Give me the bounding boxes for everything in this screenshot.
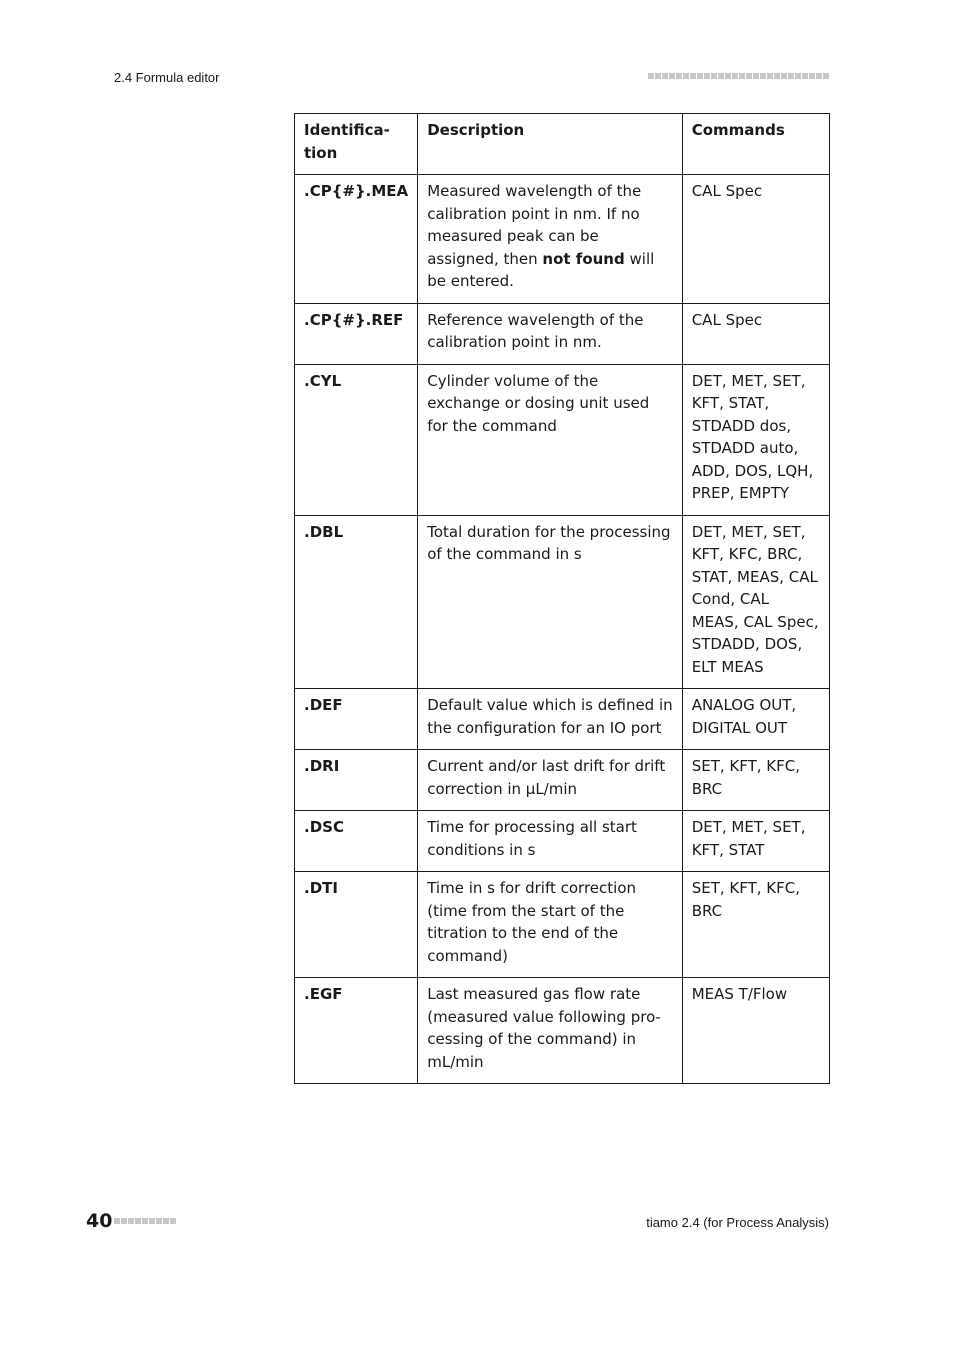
row-commands: SET, KFT, KFC, BRC [682,750,829,811]
row-commands: ANALOG OUT, DIGITAL OUT [682,689,829,750]
row-identification: .DEF [295,689,418,750]
row-description: Cylinder volume of the exchange or dosing unit used for the command [418,364,682,515]
row-identification: .DBL [295,515,418,689]
running-header-section: 2.4 Formula editor [114,70,220,85]
column-header-commands: Commands [682,114,829,175]
table-row [295,978,830,1084]
row-commands: MEAS T/Flow [682,978,829,1084]
row-commands: DET, MET, SET, KFT, KFC, BRC, STAT, MEAS, CAL Cond, CAL MEAS, CAL Spec, STDADD, DOS, ELT MEAS [682,515,829,689]
row-description: Current and/or last drift for drift correction in µL/min [418,750,682,811]
row-description: Last measured gas flow rate (measured value following processing of the command) in mL/min [418,978,682,1084]
row-commands: CAL Spec [682,175,829,304]
row-identification: .DSC [295,811,418,872]
page-number: 40 [86,1210,113,1232]
table-row [295,515,830,689]
header-decoration-squares [648,73,829,79]
row-description: Time for processing all start conditions in s [418,811,682,872]
variables-table [294,113,830,1084]
row-commands: DET, MET, SET, KFT, STAT [682,811,829,872]
row-identification: .EGF [295,978,418,1084]
row-identification: .CP{#}.MEA [295,175,418,304]
footer-decoration-squares [114,1218,176,1224]
row-identification: .DRI [295,750,418,811]
row-identification: .CYL [295,364,418,515]
table-header-row [295,114,830,175]
table-row [295,175,830,304]
row-commands: SET, KFT, KFC, BRC [682,872,829,978]
column-header-description: Description [418,114,682,175]
table-row [295,364,830,515]
row-description: Time in s for drift correction (time from the start of the titration to the end of the command) [418,872,682,978]
row-identification: .CP{#}.REF [295,303,418,364]
running-footer-product: tiamo 2.4 (for Process Analysis) [646,1215,829,1230]
row-identification: .DTI [295,872,418,978]
table-row [295,811,830,872]
row-description: Default value which is defined in the configuration for an IO port [418,689,682,750]
row-description: Reference wavelength of the calibration point in nm. [418,303,682,364]
column-header-identification: Identifica- tion [295,114,418,175]
table-row [295,872,830,978]
table-row [295,750,830,811]
table-row [295,303,830,364]
row-description: Total duration for the processing of the command in s [418,515,682,689]
table-row [295,689,830,750]
row-commands: DET, MET, SET, KFT, STAT, STDADD dos, STDADD auto, ADD, DOS, LQH, PREP, EMPTY [682,364,829,515]
row-commands: CAL Spec [682,303,829,364]
row-description: Measured wavelength of the calibration point in nm. If no measured peak can be assigned, then not found will be entered. [418,175,682,304]
